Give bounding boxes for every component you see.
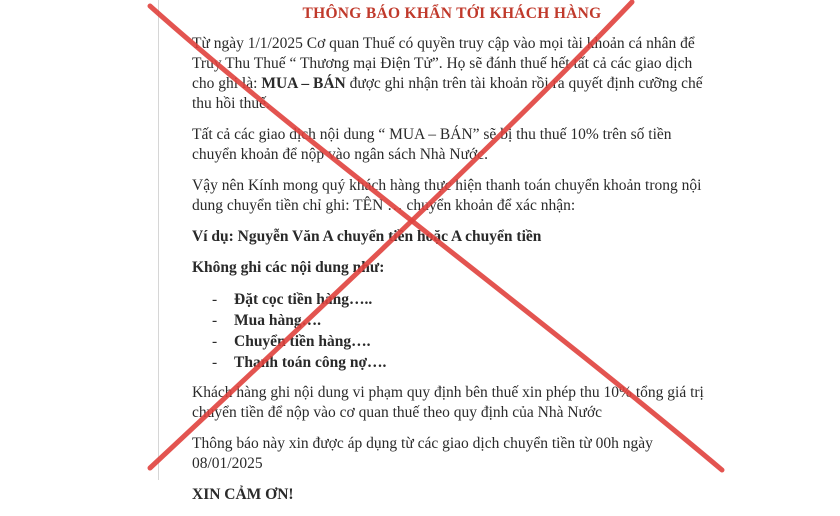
list-item: - Mua hàng…. <box>212 312 321 329</box>
notice-title: THÔNG BÁO KHẨN TỚI KHÁCH HÀNG <box>302 5 602 22</box>
paragraph-1 <box>192 34 712 114</box>
paragraph-2: Tất cả các giao dịch nội dung “ MUA – BÁN” sẽ bị thu thuế 10% trên số tiền chuyển khoản để nộp vào ngân sách Nhà Nước. <box>192 126 672 163</box>
paragraph-4: Khách hàng ghi nội dung vi phạm quy định bên thuế xin phép thu 10% tổng giá trị chuyển tiền để nộp vào cơ quan thuế theo quy định của Nhà Nước <box>192 384 704 421</box>
list-item: - Đặt cọc tiền hàng….. <box>212 291 373 308</box>
paragraph-1-start: Từ ngày 1/1/2025 Cơ quan Thuế có quyền truy cập vào mọi tài khoản cá nhân để Truy Thu Thuế “ Thương mại Điện Tử”. Họ sẽ đánh thuế hết tất cả các giao dịch cho ghi là: <box>192 35 695 92</box>
closing-line: XIN CẢM ƠN! <box>192 486 294 503</box>
dont-write-list <box>192 289 712 373</box>
paragraph-5: Thông báo này xin được áp dụng từ các giao dịch chuyển tiền từ 00h ngày 08/01/2025 <box>192 435 653 472</box>
notice-document <box>192 0 712 516</box>
list-item: - Thanh toán công nợ…. <box>212 354 387 371</box>
example-line: Ví dụ: Nguyễn Văn A chuyển tiền hoặc A chuyển tiền <box>192 228 542 245</box>
list-item-text: Thanh toán công nợ…. <box>234 354 387 371</box>
list-item-text: Đặt cọc tiền hàng….. <box>234 291 373 308</box>
paragraph-1-end: được ghi nhận trên tài khoản rồi ra quyết định cưỡng chế thu hồi thuế. <box>192 75 703 112</box>
list-item-text: Chuyển tiền hàng…. <box>234 333 371 350</box>
list-item-text: Mua hàng…. <box>234 312 321 329</box>
dont-write-heading: Không ghi các nội dung như: <box>192 259 385 276</box>
paragraph-1-bold: MUA – BÁN <box>261 75 346 92</box>
paragraph-3: Vậy nên Kính mong quý khách hàng thực hiện thanh toán chuyển khoản trong nội dung chuyển tiền chỉ ghi: TÊN … chuyển khoản để xác nhận: <box>192 177 702 214</box>
list-item: - Chuyển tiền hàng…. <box>212 333 371 350</box>
